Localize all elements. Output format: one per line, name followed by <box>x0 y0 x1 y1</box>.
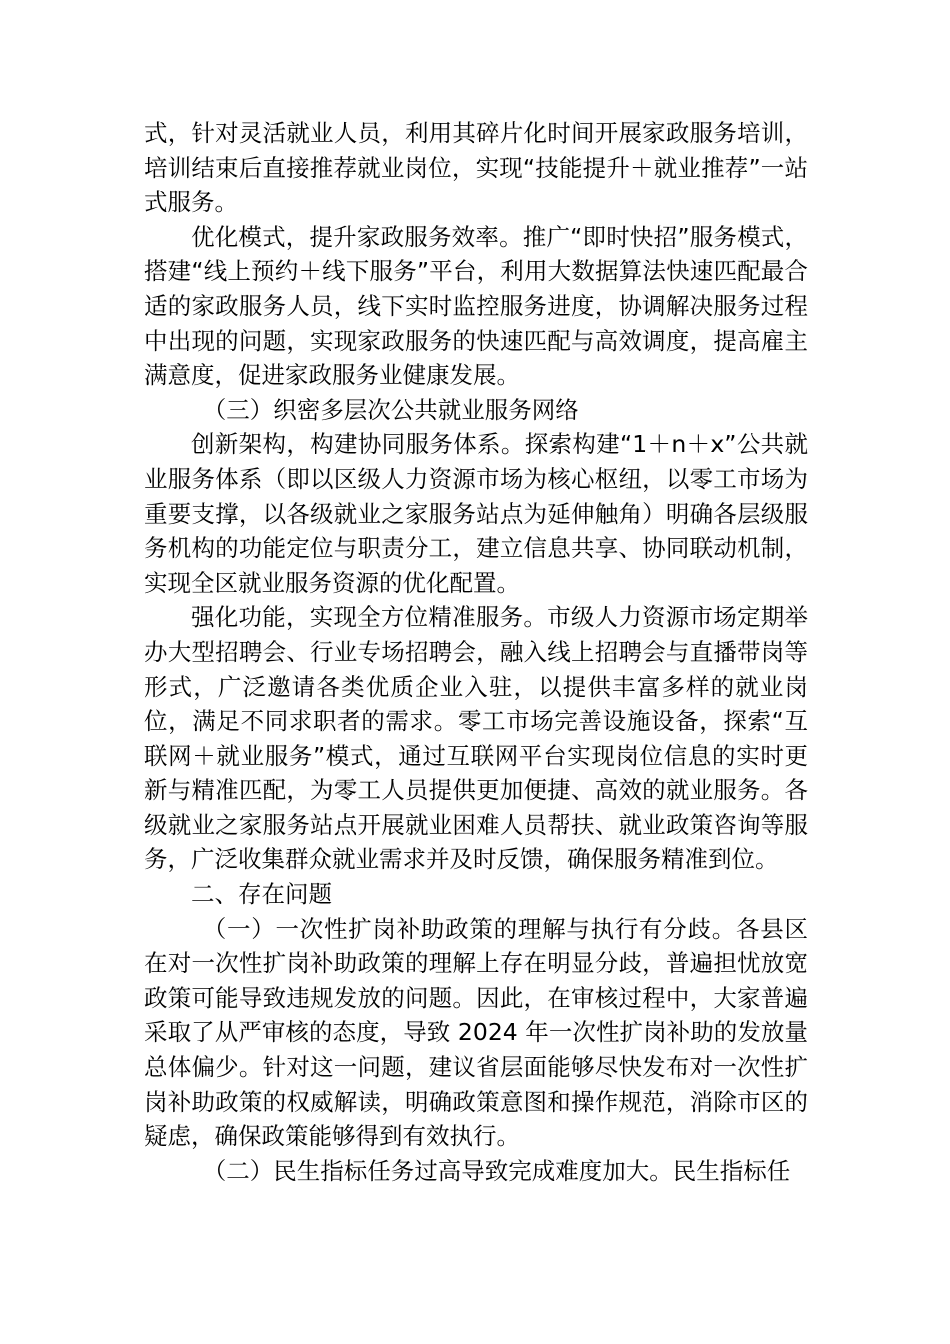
paragraph-strengthen-function: 强化功能，实现全方位精准服务。市级人力资源市场定期举办大型招聘会、行业专场招聘会，融入线上招聘会与直播带岗等形式，广泛邀请各类优质企业入驻，以提供丰富多样的就业岗位，满足不同求职者的需求。零工市场完善设施设备，探索“互联网＋就业服务”模式，通过互联网平台实现岗位信息的实时更新与精准匹配，为零工人员提供更加便捷、高效的就业服务。各级就业之家服务站点开展就业困难人员帮扶、就业政策咨询等服务，广泛收集群众就业需求并及时反馈，确保服务精准到位。 <box>144 603 808 874</box>
document-body <box>144 116 808 1188</box>
section-heading-3: （三）织密多层次公共就业服务网络 <box>202 395 579 424</box>
section-heading-problems: 二、存在问题 <box>191 880 332 909</box>
paragraph-optimize-model: 优化模式，提升家政服务效率。推广“即时快招”服务模式，搭建“线上预约＋线下服务”平台，利用大数据算法快速匹配最合适的家政服务人员，线下实时监控服务进度，协调解决服务过程中出现的问题，实现家政服务的快速匹配与高效调度，提高雇主满意度，促进家政服务业健康发展。 <box>144 222 808 390</box>
paragraph-problem-2: （二）民生指标任务过高导致完成难度加大。民生指标任 <box>202 1156 791 1185</box>
paragraph-continuation: 式，针对灵活就业人员，利用其碎片化时间开展家政服务培训，培训结束后直接推荐就业岗位，实现“技能提升＋就业推荐”一站式服务。 <box>144 119 808 217</box>
paragraph-innovate-structure: 创新架构，构建协同服务体系。探索构建“1＋n＋x”公共就业服务体系（即以区级人力资源市场为核心枢纽，以零工市场为重要支撑，以各级就业之家服务站点为延伸触角）明确各层级服务机构的功能定位与职责分工，建立信息共享、协同联动机制，实现全区就业服务资源的优化配置。 <box>144 430 808 597</box>
paragraph-problem-1: （一）一次性扩岗补助政策的理解与执行有分歧。各县区在对一次性扩岗补助政策的理解上存在明显分歧，普遍担忧放宽政策可能导致违规发放的问题。因此，在审核过程中，大家普遍采取了从严审核的态度，导致 2024 年一次性扩岗补助的发放量总体偏少。针对这一问题，建议省层面能够尽快发布对一次性扩岗补助政策的权威解读，明确政策意图和操作规范，消除市区的疑虑，确保政策能够得到有效执行。 <box>144 914 808 1151</box>
